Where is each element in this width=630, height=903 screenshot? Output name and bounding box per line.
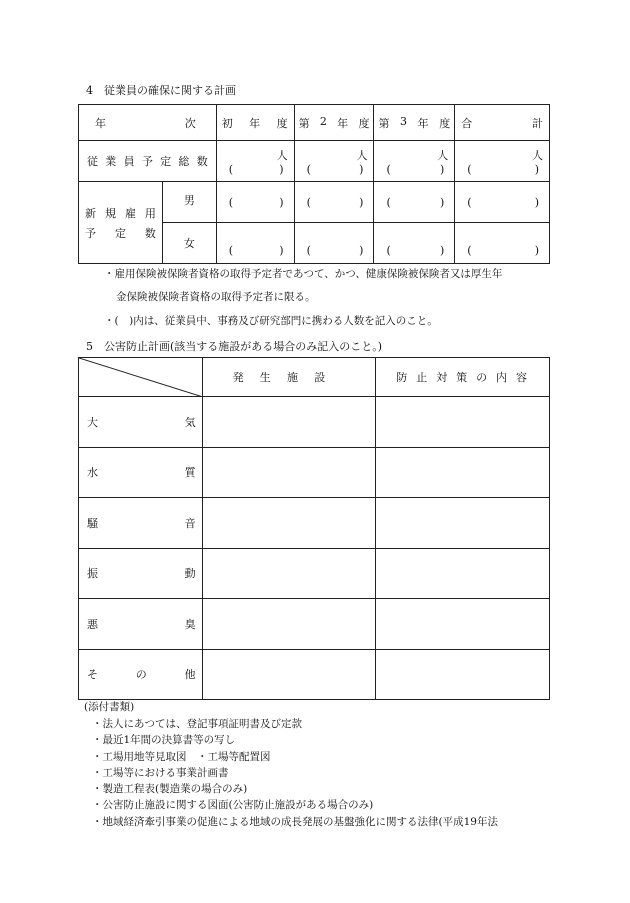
header-measures: 防 止 対 策 の 内 容 xyxy=(376,358,550,397)
header-y2: 第 2 年 度 xyxy=(294,105,374,141)
attachment-item: ・製造工程表(製造業の場合のみ) xyxy=(92,783,248,796)
pollution-row-label: そ の 他 xyxy=(79,649,203,700)
header-facility: 発 生 施 設 xyxy=(202,358,376,397)
facility-cell[interactable] xyxy=(202,397,376,448)
measures-cell[interactable] xyxy=(376,599,550,650)
label-male: 男 xyxy=(162,182,216,223)
hdr-year: 年 次 xyxy=(95,116,196,130)
pollution-row-label: 大 気 xyxy=(79,397,203,448)
cell-total-sum: 人 ( ) xyxy=(455,141,550,182)
note-2: 金保険被保険者資格の取得予定者に限る。 xyxy=(116,291,316,303)
label-total-employees: 従 業 員 予 定 総 数 xyxy=(79,141,217,182)
measures-cell[interactable] xyxy=(376,397,550,448)
measures-cell[interactable] xyxy=(376,447,550,498)
facility-cell[interactable] xyxy=(202,447,376,498)
pollution-row-label: 水 質 xyxy=(79,447,203,498)
cell-total-y3: 人 ( ) xyxy=(374,141,455,182)
attachment-item: ・地域経済牽引事業の促進による地域の成長発展の基盤強化に関する法律(平成19年法 xyxy=(92,815,498,828)
diagonal-line xyxy=(79,358,203,397)
employee-plan-table xyxy=(78,104,550,264)
header-year xyxy=(79,105,217,141)
header-y3: 第 3 年 度 xyxy=(374,105,455,141)
attachment-item: ・公害防止施設に関する図面(公害防止施設がある場合のみ) xyxy=(92,799,374,812)
facility-cell[interactable] xyxy=(202,498,376,549)
facility-cell[interactable] xyxy=(202,599,376,650)
cell-female-y3: ( ) xyxy=(374,223,455,264)
cell-male-sum: ( ) xyxy=(455,182,550,223)
attachment-item: ・最近1年間の決算書等の写し xyxy=(92,734,236,747)
cell-total-y2: 人 ( ) xyxy=(294,141,374,182)
cell-total-y1: 人 ( ) xyxy=(216,141,294,182)
attachment-item: ・法人にあつては、登記事項証明書及び定款 xyxy=(92,718,302,730)
cell-male-y1: ( ) xyxy=(216,182,294,223)
header-total: 合 計 xyxy=(455,105,550,141)
note-1: ・雇用保険被保険者資格の取得予定者であつて、かつ、健康保険被保険者又は厚生年 xyxy=(104,268,503,280)
section5-title: 5 公害防止計画(該当する施設がある場合のみ記入のこと。) xyxy=(86,340,383,353)
cell-female-y2: ( ) xyxy=(294,223,374,264)
cell-female-sum: ( ) xyxy=(455,223,550,264)
attachments-title: (添付書類) xyxy=(84,701,135,713)
header-y1: 初 年 度 xyxy=(216,105,294,141)
attachment-item: ・工場用地等見取図 ・工場等配置図 xyxy=(92,750,271,763)
label-new-hires: 新 規 雇 用 予 定 数 xyxy=(79,182,163,264)
cell-male-y3: ( ) xyxy=(374,182,455,223)
facility-cell[interactable] xyxy=(202,548,376,599)
diagonal-header-cell xyxy=(79,358,203,397)
measures-cell[interactable] xyxy=(376,498,550,549)
pollution-row-label: 振 動 xyxy=(79,548,203,599)
measures-cell[interactable] xyxy=(376,548,550,599)
label-female: 女 xyxy=(162,223,216,264)
cell-male-y2: ( ) xyxy=(294,182,374,223)
measures-cell[interactable] xyxy=(376,649,550,700)
pollution-plan-table xyxy=(78,357,550,700)
pollution-row-label: 悪 臭 xyxy=(79,599,203,650)
pollution-row-label: 騒 音 xyxy=(79,498,203,549)
attachments-list xyxy=(92,716,498,830)
attachment-item: ・工場等における事業計画書 xyxy=(92,766,229,779)
note-3: ・( )内は、従業員中、事務及び研究部門に携わる人数を記入のこと。 xyxy=(104,315,438,327)
facility-cell[interactable] xyxy=(202,649,376,700)
section4-title: 4 従業員の確保に関する計画 xyxy=(86,84,236,97)
cell-female-y1: ( ) xyxy=(216,223,294,264)
